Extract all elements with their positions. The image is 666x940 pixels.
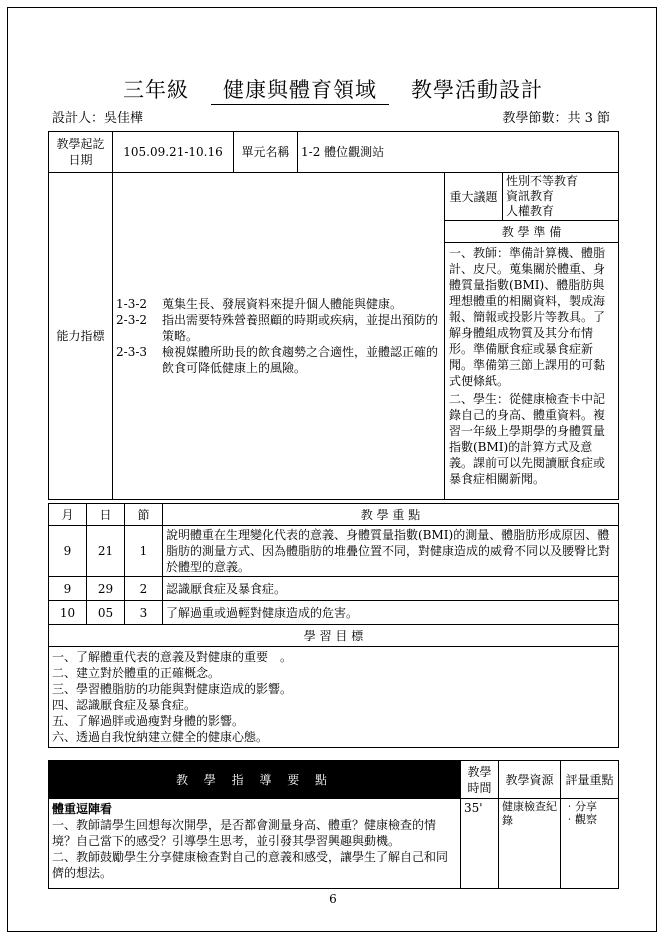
schedule-row: [49, 601, 619, 625]
prep-title: 教 學 準 備: [445, 221, 619, 243]
focus-header: 教 學 重 點: [163, 504, 619, 526]
ability-item: [116, 312, 441, 344]
activity-line: 一、教師請學生回想每次開學，是否都會測量身高、體重？健康檢查的情境？自己當下的感受？引導學生思考，並引發其學習興趣與動機。: [52, 818, 437, 848]
ability-item: [116, 296, 441, 312]
ability-code: 1-3-2: [116, 297, 148, 311]
issue-item: 性別不等教育: [506, 174, 579, 188]
assess-item: ‧分享: [564, 800, 597, 813]
schedule-month: 9: [49, 526, 87, 577]
goal-item: 三、學習體脂肪的功能與對健康造成的影響。: [52, 682, 293, 696]
issues-label: 重大議題: [445, 173, 503, 221]
ability-list: [116, 296, 441, 376]
schedule-focus: 了解過重或過輕對健康造成的危害。: [163, 601, 619, 625]
session-header: 節: [125, 504, 163, 526]
schedule-session: 1: [125, 526, 163, 577]
ability-text: 蒐集生長、發展資料來提升個人體能與健康。: [162, 297, 403, 311]
schedule-day: 29: [87, 577, 125, 601]
schedule-month: 9: [49, 577, 87, 601]
activity-section-title: 體重逗陣看: [52, 802, 113, 816]
ability-code: 2-3-2: [116, 313, 148, 327]
day-header: 日: [87, 504, 125, 526]
schedule-session: 3: [125, 601, 163, 625]
goal-item: 五、了解過胖或過瘦對身體的影響。: [52, 714, 245, 728]
ability-code: 2-3-3: [116, 345, 148, 359]
schedule-day: 21: [87, 526, 125, 577]
page-title: [0, 74, 666, 105]
schedule-row: [49, 526, 619, 577]
info-table: [48, 131, 619, 500]
goal-item: 一、了解體重代表的意義及對健康的重要 。: [52, 650, 293, 664]
sessions-label: 教學節數：共 3 節: [502, 111, 610, 126]
ability-item: [116, 344, 441, 376]
time-header: 教學時間: [461, 761, 499, 799]
start-date-value: 105.09.21-10.16: [113, 132, 234, 173]
activity-resource: 健康檢查紀錄: [499, 799, 561, 889]
schedule-day: 05: [87, 601, 125, 625]
activity-assess: [561, 799, 619, 889]
assess-header: 評量重點: [561, 761, 619, 799]
goal-item: 二、建立對於體重的正確概念。: [52, 666, 221, 680]
prep-cell: [445, 243, 619, 500]
doc-title: 教學活動設計: [411, 78, 543, 102]
activity-table: [48, 760, 619, 889]
guide-header: 教 學 指 導 要 點: [49, 761, 461, 799]
page-number: 6: [329, 892, 337, 906]
schedule-session: 2: [125, 577, 163, 601]
goal-item: 四、認識厭食症及暴食症。: [52, 698, 197, 712]
activity-time: 35': [461, 799, 499, 889]
ability-text: 指出需要特殊營養照顧的時期或疾病，並提出預防的策略。: [162, 313, 439, 343]
schedule-table: [48, 503, 619, 748]
schedule-row: [49, 577, 619, 601]
ability-text: 檢視媒體所助長的飲食趨勢之合適性，並體認正確的飲食可降低健康上的風險。: [162, 345, 439, 375]
resource-header: 教學資源: [499, 761, 561, 799]
goal-item: 六、透過自我悅納建立健全的健康心態。: [52, 730, 269, 744]
prep-student: 二、學生：從健康檢查卡中記錄自己的身高、體重資料。複習一年級上學期學的身體質量指數(BMI)的計算方式及意義。課前可以先閱讀厭食症或暴食症相關新聞。: [449, 392, 606, 486]
unit-value: 1-2 體位觀測站: [298, 132, 619, 173]
start-date-label: 教學起訖日期: [49, 132, 113, 173]
issue-item: 人權教育: [506, 204, 555, 218]
assess-item: ‧觀察: [564, 813, 597, 826]
prep-teacher: 一、教師：準備計算機、體脂計、皮尺。蒐集關於體重、身體質量指數(BMI)、體脂肪與理想體重的相關資料，製成海報、簡報或投影片等教具。了解身體組成物質及其分布情形。準備厭食症或暴食症新聞。準備第三節上課用的可黏式便條紙。: [449, 246, 606, 388]
goals-list: [49, 647, 619, 748]
ability-label: 能力指標: [49, 173, 113, 500]
issues-list: [503, 173, 619, 221]
subject-label: 健康與體育領域: [211, 74, 389, 105]
activity-line: 二、教師鼓勵學生分享健康檢查對自己的意義和感受，讓學生了解自己和同儕的想法。: [52, 850, 449, 880]
schedule-focus: 認識厭食症及暴食症。: [163, 577, 619, 601]
designer-label: 設計人：吳佳樺: [52, 111, 144, 126]
grade-label: 三年級: [123, 78, 189, 102]
ability-list-cell: [113, 173, 445, 500]
activity-content: [49, 799, 461, 889]
goals-title: 學 習 目 標: [49, 625, 619, 647]
month-header: 月: [49, 504, 87, 526]
unit-label: 單元名稱: [234, 132, 298, 173]
schedule-month: 10: [49, 601, 87, 625]
issue-item: 資訊教育: [506, 189, 555, 203]
schedule-focus: 說明體重在生理變化代表的意義、身體質量指數(BMI)的測量、體脂肪形成原因、體脂肪的測量方式、因為體脂肪的堆疊位置不同，對健康造成的威脅不同以及腰臀比對於體型的意義。: [163, 526, 619, 577]
